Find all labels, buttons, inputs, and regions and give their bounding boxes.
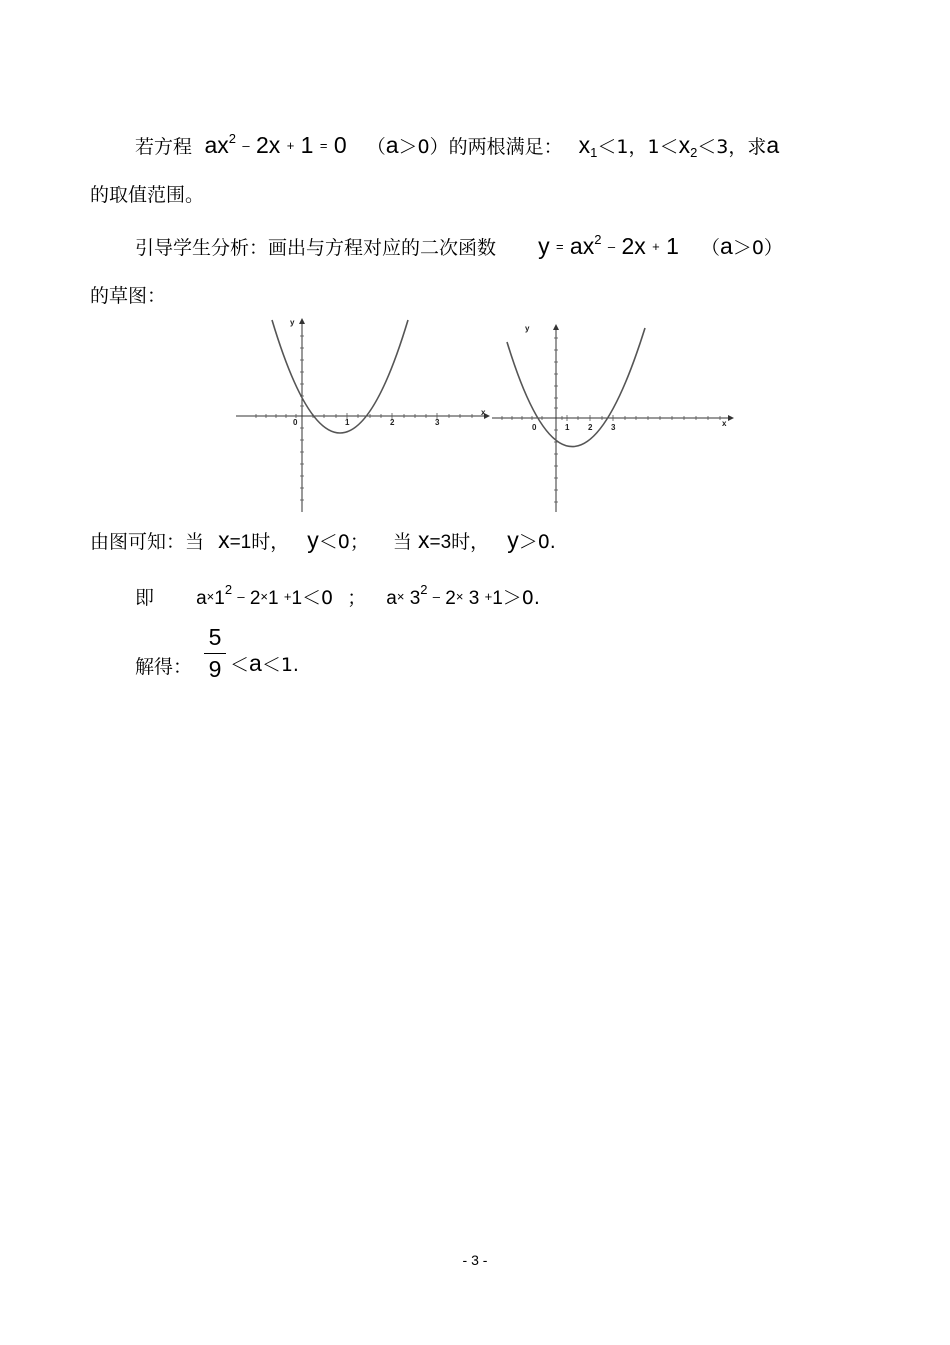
tick-label-2: 2 xyxy=(588,423,593,432)
condition-a: a xyxy=(385,132,399,158)
x-axis-arrow xyxy=(728,415,734,421)
root-x2: x2 xyxy=(678,132,698,160)
var-x: x xyxy=(218,527,230,553)
target-a: a xyxy=(766,132,780,158)
guide-line-2: 的草图： xyxy=(90,285,167,307)
inequality-label: 即 xyxy=(135,587,155,609)
function-expression: $y = ax^2 - 2x + 1$ xyxy=(538,232,679,259)
guide-cond-rest: ＞0） xyxy=(732,237,783,259)
x-axis-label: x xyxy=(722,419,727,428)
guide-cond-a: a xyxy=(720,233,733,259)
inequality-sep: ； xyxy=(347,587,367,609)
y-axis-arrow xyxy=(553,324,559,330)
tick-label-0: 0 xyxy=(293,418,298,427)
inequality-line xyxy=(135,583,540,610)
roots-text: ＜1，1＜ xyxy=(597,136,679,158)
guide-cond-open: （ xyxy=(701,237,721,259)
y-axis-label: y xyxy=(290,318,295,327)
guide-line-1 xyxy=(135,233,783,260)
inequality-first: ＜0 xyxy=(302,587,334,609)
observation-x1: =1时， xyxy=(229,532,290,553)
parabola-curve xyxy=(507,328,645,447)
tick-label-3: 3 xyxy=(611,423,616,432)
solution-lt: ＜ xyxy=(230,654,250,676)
solution-a: a xyxy=(249,650,262,676)
condition-rest: ＞0）的两根满足： xyxy=(398,136,563,158)
problem-intro: 若方程 xyxy=(135,136,193,158)
parabola-graph-2 xyxy=(490,320,734,516)
tick-label-1: 1 xyxy=(345,418,350,427)
var-y-2: y xyxy=(507,527,519,553)
root-x1: x1 xyxy=(578,132,598,160)
y-axis-arrow xyxy=(299,318,305,324)
inequality-second: ＞0. xyxy=(502,587,540,609)
solution-rest-line xyxy=(230,650,299,677)
problem-line-1 xyxy=(135,132,779,159)
fraction-denominator: 9 xyxy=(208,656,222,682)
page-number: - 3 - xyxy=(462,1252,488,1268)
parabola-graph-1 xyxy=(236,316,490,516)
equation: $ax^2 - 2x + 1 = 0$ xyxy=(198,131,347,158)
tick-label-2: 2 xyxy=(390,418,395,427)
tick-label-3: 3 xyxy=(435,418,440,427)
solution-end: ＜1. xyxy=(261,654,299,676)
guide-text: 引导学生分析：画出与方程对应的二次函数 xyxy=(135,237,497,259)
var-x-2: x xyxy=(417,527,430,553)
y-axis-label: y xyxy=(525,324,530,333)
observation-x2: =3时， xyxy=(429,532,490,553)
fraction-numerator: 5 xyxy=(208,624,222,650)
observation-mid: 当 xyxy=(392,531,412,553)
observation-lead: 由图可知：当 xyxy=(90,531,205,553)
observation-y1: ＜0； xyxy=(318,531,369,553)
roots-end: ＜3，求 xyxy=(697,136,767,158)
tick-label-0: 0 xyxy=(532,423,537,432)
problem-line-2: 的取值范围。 xyxy=(90,184,205,206)
solution-label: 解得： xyxy=(135,656,193,678)
inequality-first-expr: $a\times 1^2 - 2\times 1 +1$ xyxy=(196,582,303,609)
var-y: y xyxy=(307,527,319,553)
inequality-second-expr: $a\times 3^2 - 2\times 3 +1$ xyxy=(386,582,503,609)
condition-open: （ xyxy=(366,136,386,158)
solution-fraction xyxy=(204,624,226,683)
observation-line xyxy=(90,527,556,554)
x-axis-label: x xyxy=(481,408,486,417)
tick-label-1: 1 xyxy=(565,423,570,432)
observation-y2: ＞0. xyxy=(518,531,556,553)
